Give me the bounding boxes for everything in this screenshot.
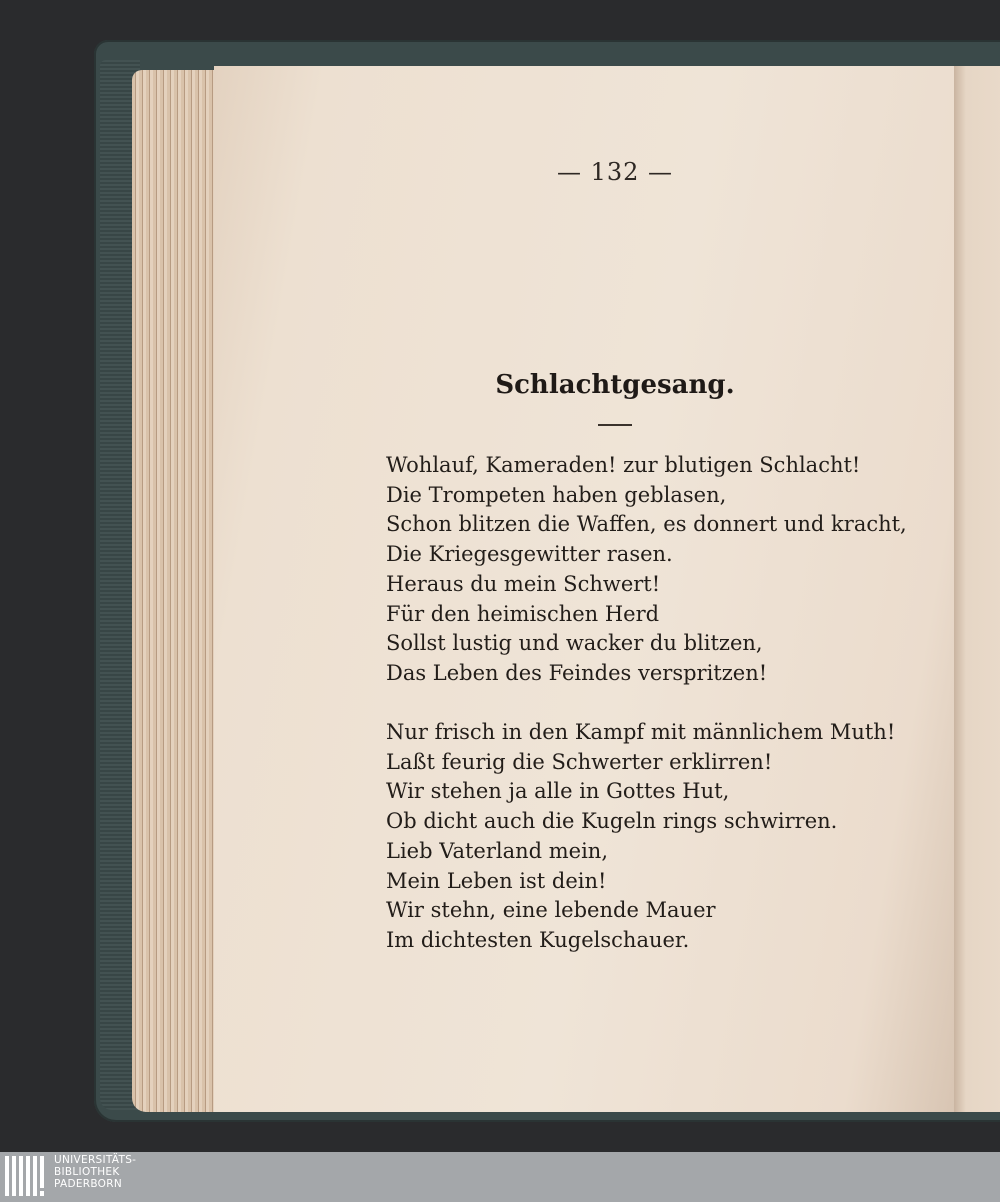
poem-line: Schon blitzen die Waffen, es donnert und kracht, bbox=[386, 512, 907, 537]
logo-line: BIBLIOTHEK bbox=[54, 1166, 120, 1178]
title-divider bbox=[598, 424, 632, 426]
poem-line: Ob dicht auch die Kugeln rings schwirren. bbox=[386, 809, 838, 834]
library-logo-text bbox=[54, 1154, 214, 1190]
stanza-2 bbox=[386, 718, 896, 956]
poem-line: Nur frisch in den Kampf mit männlichem Muth! bbox=[386, 720, 896, 744]
poem-line: Die Trompeten haben geblasen, bbox=[386, 482, 727, 507]
poem-line: Mein Leben ist dein! bbox=[386, 868, 607, 893]
poem-line: Wir stehn, eine lebende Mauer bbox=[386, 898, 716, 923]
facing-page-edge bbox=[952, 66, 1000, 1112]
poem-line: Laßt feurig die Schwerter erklirren! bbox=[386, 749, 773, 774]
poem-line: Die Kriegesgewitter rasen. bbox=[386, 542, 673, 567]
library-logo-icon bbox=[5, 1154, 49, 1200]
logo-line: PADERBORN bbox=[54, 1178, 122, 1190]
stanza-1 bbox=[386, 451, 907, 689]
logo-line: UNIVERSITÄTS- bbox=[54, 1154, 137, 1166]
poem-line: Heraus du mein Schwert! bbox=[386, 571, 661, 596]
poem-line: Sollst lustig und wacker du blitzen, bbox=[386, 631, 763, 656]
poem-line: Wohlauf, Kameraden! zur blutigen Schlacht! bbox=[386, 453, 861, 477]
poem-title: Schlachtgesang. bbox=[495, 370, 735, 400]
poem-line: Lieb Vaterland mein, bbox=[386, 838, 609, 863]
page-number: — 132 — bbox=[556, 158, 674, 186]
poem-line: Das Leben des Feindes verspritzen! bbox=[386, 660, 768, 685]
poem-line: Wir stehen ja alle in Gottes Hut, bbox=[386, 779, 730, 804]
poem-line: Für den heimischen Herd bbox=[386, 601, 660, 626]
poem-line: Im dichtesten Kugelschauer. bbox=[386, 927, 690, 952]
page-edges bbox=[132, 70, 218, 1112]
